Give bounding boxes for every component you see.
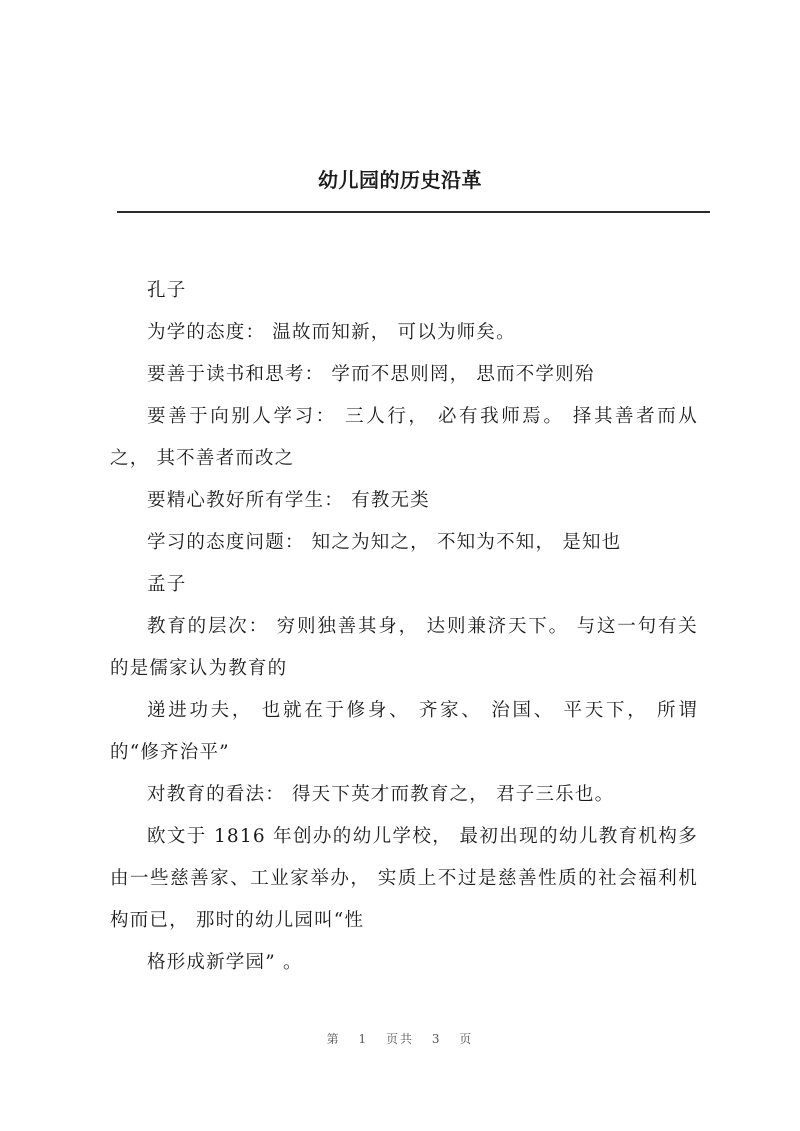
paragraph-progressive-effort: 递进功夫， 也就在于修身、 齐家、 治国、 平天下， 所谓的“修齐治平” bbox=[110, 700, 698, 763]
paragraph-view-on-education: 对教育的看法： 得天下英才而教育之， 君子三乐也。 bbox=[147, 784, 615, 805]
footer-label-middle: 页共 bbox=[385, 1032, 414, 1046]
paragraph-owen-infant-school: 欧文于 1816 年创办的幼儿学校， 最初出现的幼儿教育机构多由一些慈善家、工业家举办， 实质上不过是慈善性质的社会福利机构而已， 那时的幼儿园叫“性 bbox=[110, 826, 698, 931]
paragraph-new-institution: 格形成新学园” 。 bbox=[147, 952, 303, 973]
paragraph-confucius-heading: 孔子 bbox=[147, 280, 187, 301]
paragraph-reading-thinking: 要善于读书和思考： 学而不思则罔， 思而不学则殆 bbox=[147, 364, 595, 385]
paragraph-learning-attitude: 为学的态度： 温故而知新， 可以为师矣。 bbox=[147, 322, 516, 343]
footer-current-page: 1 bbox=[358, 1032, 369, 1046]
title-divider bbox=[117, 211, 710, 213]
paragraph-education-levels: 教育的层次： 穷则独善其身， 达则兼济天下。 与这一句有关的是儒家认为教育的 bbox=[110, 616, 698, 679]
footer-total-pages: 3 bbox=[431, 1032, 442, 1046]
document-body bbox=[110, 270, 698, 984]
paragraph-teach-all-students: 要精心教好所有学生： 有教无类 bbox=[147, 490, 430, 511]
paragraph-mencius-heading: 孟子 bbox=[147, 574, 187, 595]
page-title: 幼儿园的历史沿革 bbox=[318, 168, 482, 192]
footer-label-suffix: 页 bbox=[459, 1032, 474, 1046]
paragraph-knowledge-attitude: 学习的态度问题： 知之为知之， 不知为不知， 是知也 bbox=[147, 532, 622, 553]
page-footer bbox=[0, 1030, 800, 1047]
paragraph-learn-from-others: 要善于向别人学习： 三人行， 必有我师焉。 择其善者而从之， 其不善者而改之 bbox=[110, 406, 698, 469]
footer-label-prefix: 第 bbox=[326, 1032, 341, 1046]
